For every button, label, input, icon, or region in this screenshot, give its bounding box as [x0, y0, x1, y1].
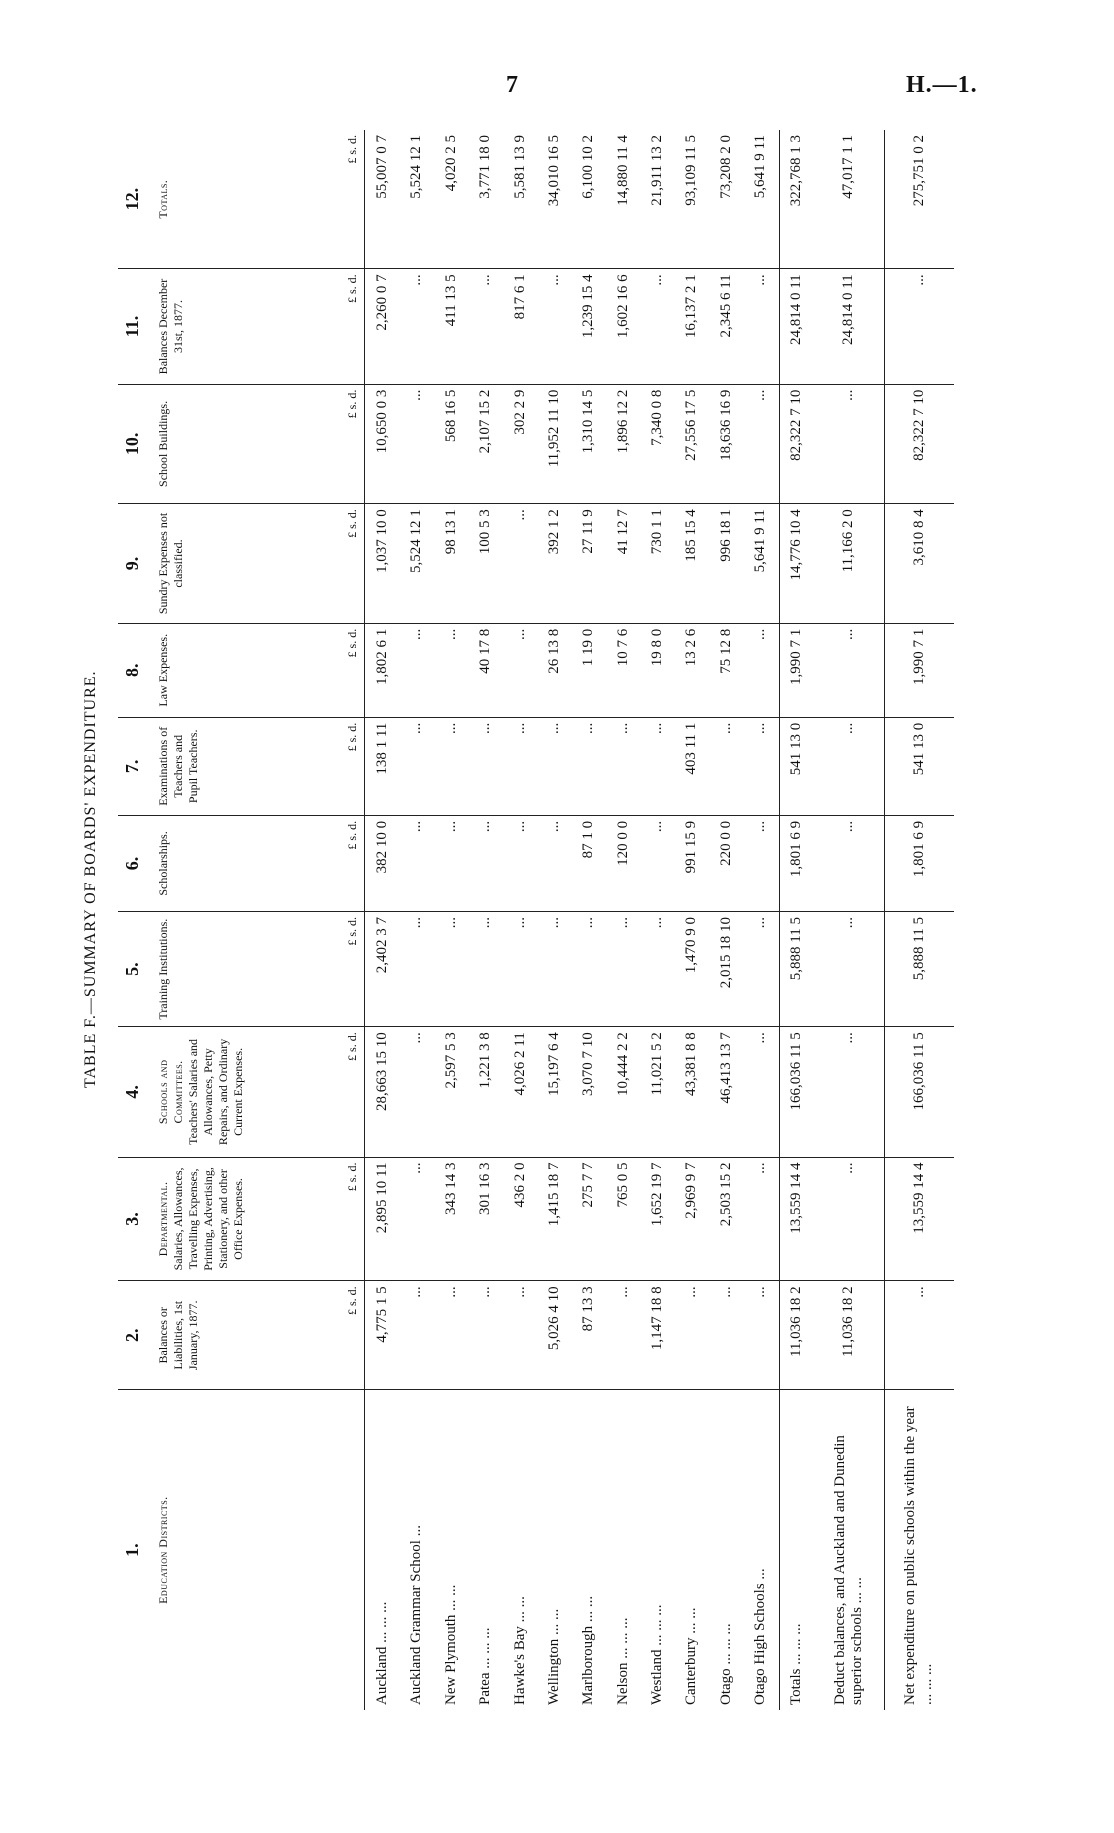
- amount-cell: 1,802 6 1: [365, 623, 400, 717]
- amount-cell: ...: [434, 623, 468, 717]
- amount-cell: 343 14 3: [434, 1157, 468, 1281]
- amount-cell: 991 15 9: [675, 815, 709, 911]
- amount-cell: ...: [744, 1281, 779, 1390]
- amount-cell: ...: [469, 717, 503, 815]
- units-cell: £ s. d.: [346, 269, 365, 384]
- amount-cell: 2,345 6 11: [709, 269, 743, 384]
- amount-cell: 1,602 16 6: [606, 269, 640, 384]
- amount-cell: 1,415 18 7: [537, 1157, 571, 1281]
- amount-cell: 5,524 12 1: [400, 504, 434, 624]
- table-row: [365, 130, 400, 1710]
- district-cell: Net expenditure on public schools within the year ... ... ...: [884, 1390, 954, 1710]
- amount-cell: ...: [572, 717, 606, 815]
- amount-cell: ...: [744, 1157, 779, 1281]
- col-number: 6.: [118, 815, 156, 911]
- amount-cell: 166,036 11 5: [884, 1027, 954, 1157]
- amount-cell: 3,771 18 0: [469, 130, 503, 269]
- amount-cell: 411 13 5: [434, 269, 468, 384]
- units-cell: £ s. d.: [346, 815, 365, 911]
- amount-cell: 2,402 3 7: [365, 911, 400, 1026]
- amount-cell: 5,581 13 9: [503, 130, 537, 269]
- table-row: [744, 130, 779, 1710]
- amount-cell: 302 2 9: [503, 384, 537, 504]
- column-header-row: [156, 130, 346, 1710]
- amount-cell: 4,026 2 11: [503, 1027, 537, 1157]
- amount-cell: 7,340 0 8: [641, 384, 675, 504]
- amount-cell: 120 0 0: [606, 815, 640, 911]
- amount-cell: ...: [606, 717, 640, 815]
- header-totals-text: Totals.: [156, 179, 170, 219]
- amount-cell: 87 13 3: [572, 1281, 606, 1390]
- amount-cell: 41 12 7: [606, 504, 640, 624]
- amount-cell: 2,260 0 7: [365, 269, 400, 384]
- amount-cell: ...: [641, 911, 675, 1026]
- amount-cell: ...: [434, 717, 468, 815]
- amount-cell: ...: [675, 1281, 709, 1390]
- amount-cell: 817 6 1: [503, 269, 537, 384]
- amount-cell: ...: [744, 815, 779, 911]
- units-cell: £ s. d.: [346, 1281, 365, 1390]
- amount-cell: 5,641 9 11: [744, 504, 779, 624]
- amount-cell: 73,208 2 0: [709, 130, 743, 269]
- header-sundry: Sundry Expenses not classified.: [156, 504, 346, 624]
- col-number: 8.: [118, 623, 156, 717]
- col-number: 2.: [118, 1281, 156, 1390]
- col-number: 4.: [118, 1027, 156, 1157]
- deduct-row: [814, 130, 884, 1710]
- amount-cell: ...: [400, 1027, 434, 1157]
- rotated-table-inner: [118, 130, 954, 1710]
- amount-cell: ...: [606, 911, 640, 1026]
- amount-cell: ...: [814, 717, 884, 815]
- amount-cell: 3,070 7 10: [572, 1027, 606, 1157]
- amount-cell: 87 1 0: [572, 815, 606, 911]
- header-schools-committees: [156, 1027, 346, 1157]
- amount-cell: 11,166 2 0: [814, 504, 884, 624]
- units-cell: £ s. d.: [346, 384, 365, 504]
- header-departmental-title: Departmental.: [156, 1181, 170, 1257]
- district-cell: Auckland Grammar School ...: [408, 1525, 425, 1705]
- amount-cell: 15,197 6 4: [537, 1027, 571, 1157]
- table-row: [434, 130, 468, 1710]
- amount-cell: 568 16 5: [434, 384, 468, 504]
- amount-cell: 382 10 0: [365, 815, 400, 911]
- header-totals: [156, 130, 346, 269]
- amount-cell: 55,007 0 7: [365, 130, 400, 269]
- amount-cell: ...: [641, 717, 675, 815]
- units-cell: £ s. d.: [346, 130, 365, 269]
- amount-cell: 220 0 0: [709, 815, 743, 911]
- amount-cell: 47,017 1 1: [814, 130, 884, 269]
- amount-cell: ...: [744, 717, 779, 815]
- amount-cell: 1,801 6 9: [779, 815, 814, 911]
- amount-cell: 5,888 11 5: [884, 911, 954, 1026]
- district-cell: Patea ... ... ...: [477, 1627, 494, 1705]
- units-cell: [346, 1390, 365, 1710]
- amount-cell: 82,322 7 10: [779, 384, 814, 504]
- amount-cell: ...: [400, 269, 434, 384]
- amount-cell: 1,470 9 0: [675, 911, 709, 1026]
- amount-cell: ...: [400, 1157, 434, 1281]
- district-cell: Deduct balances, and Auckland and Dunedin superior schools ... ...: [831, 1435, 865, 1705]
- amount-cell: ...: [434, 815, 468, 911]
- units-cell: £ s. d.: [346, 911, 365, 1026]
- col-number: 11.: [118, 269, 156, 384]
- amount-cell: ...: [744, 623, 779, 717]
- expenditure-table: [118, 130, 954, 1710]
- district-cell: New Plymouth ... ...: [442, 1584, 459, 1705]
- amount-cell: 4,775 1 5: [365, 1281, 400, 1390]
- amount-cell: ...: [814, 815, 884, 911]
- col-number: 10.: [118, 384, 156, 504]
- amount-cell: ...: [814, 1157, 884, 1281]
- amount-cell: ...: [744, 1027, 779, 1157]
- amount-cell: ...: [537, 815, 571, 911]
- amount-cell: 1,221 3 8: [469, 1027, 503, 1157]
- totals-row: [779, 130, 814, 1710]
- amount-cell: 43,381 8 8: [675, 1027, 709, 1157]
- amount-cell: 166,036 11 5: [779, 1027, 814, 1157]
- amount-cell: ...: [606, 1281, 640, 1390]
- units-cell: £ s. d.: [346, 1027, 365, 1157]
- amount-cell: ...: [503, 815, 537, 911]
- page-number: 7: [506, 72, 518, 98]
- table-row: [537, 130, 571, 1710]
- amount-cell: 16,137 2 1: [675, 269, 709, 384]
- amount-cell: ...: [469, 815, 503, 911]
- amount-cell: 5,888 11 5: [779, 911, 814, 1026]
- amount-cell: 765 0 5: [606, 1157, 640, 1281]
- amount-cell: ...: [537, 911, 571, 1026]
- amount-cell: 275,751 0 2: [884, 130, 954, 269]
- amount-cell: ...: [814, 1027, 884, 1157]
- amount-cell: 11,952 11 10: [537, 384, 571, 504]
- district-cell: Canterbury ... ...: [683, 1607, 700, 1705]
- table-body: [365, 130, 955, 1710]
- amount-cell: 1,801 6 9: [884, 815, 954, 911]
- col-number: 1.: [122, 1543, 142, 1557]
- amount-cell: 82,322 7 10: [884, 384, 954, 504]
- amount-cell: 11,036 18 2: [779, 1281, 814, 1390]
- amount-cell: 75 12 8: [709, 623, 743, 717]
- amount-cell: 2,895 10 11: [365, 1157, 400, 1281]
- amount-cell: ...: [469, 1281, 503, 1390]
- amount-cell: 18,636 16 9: [709, 384, 743, 504]
- district-cell: Nelson ... ... ...: [614, 1617, 631, 1705]
- amount-cell: ...: [400, 717, 434, 815]
- amount-cell: 301 16 3: [469, 1157, 503, 1281]
- amount-cell: 10,444 2 2: [606, 1027, 640, 1157]
- amount-cell: ...: [503, 1281, 537, 1390]
- amount-cell: 19 8 0: [641, 623, 675, 717]
- col-number: 12.: [118, 130, 156, 269]
- table-row: [400, 130, 434, 1710]
- amount-cell: 46,413 13 7: [709, 1027, 743, 1157]
- header-districts: [156, 1390, 346, 1710]
- district-cell: Otago High Schools ...: [752, 1568, 769, 1705]
- amount-cell: 10 7 6: [606, 623, 640, 717]
- amount-cell: 6,100 10 2: [572, 130, 606, 269]
- amount-cell: 996 18 1: [709, 504, 743, 624]
- col-number: 5.: [118, 911, 156, 1026]
- amount-cell: ...: [814, 384, 884, 504]
- amount-cell: ...: [400, 815, 434, 911]
- amount-cell: 1,896 12 2: [606, 384, 640, 504]
- units-cell: £ s. d.: [346, 504, 365, 624]
- header-departmental: [156, 1157, 346, 1281]
- header-examinations: Examinations of Teachers and Pupil Teachers.: [156, 717, 346, 815]
- amount-cell: ...: [641, 815, 675, 911]
- amount-cell: ...: [744, 269, 779, 384]
- amount-cell: 14,880 11 4: [606, 130, 640, 269]
- amount-cell: ...: [503, 504, 537, 624]
- col-number: 7.: [118, 717, 156, 815]
- header-balances-dec: Balances December 31st, 1877.: [156, 269, 346, 384]
- amount-cell: 93,109 11 5: [675, 130, 709, 269]
- table-row: [709, 130, 743, 1710]
- amount-cell: 2,503 15 2: [709, 1157, 743, 1281]
- amount-cell: 13,559 14 4: [779, 1157, 814, 1281]
- page-reference: H.—1.: [906, 72, 978, 98]
- amount-cell: ...: [744, 911, 779, 1026]
- column-number-row: [118, 130, 156, 1710]
- units-cell: £ s. d.: [346, 623, 365, 717]
- amount-cell: ...: [400, 384, 434, 504]
- amount-cell: 13 2 6: [675, 623, 709, 717]
- amount-cell: 138 1 11: [365, 717, 400, 815]
- amount-cell: 24,814 0 11: [814, 269, 884, 384]
- amount-cell: 26 13 8: [537, 623, 571, 717]
- units-cell: £ s. d.: [346, 1157, 365, 1281]
- amount-cell: ...: [400, 1281, 434, 1390]
- amount-cell: 14,776 10 4: [779, 504, 814, 624]
- units-cell: £ s. d.: [346, 717, 365, 815]
- amount-cell: ...: [503, 717, 537, 815]
- amount-cell: 11,021 5 2: [641, 1027, 675, 1157]
- district-cell: Wellington ... ...: [545, 1608, 562, 1705]
- col-number: 3.: [118, 1157, 156, 1281]
- amount-cell: ...: [709, 717, 743, 815]
- amount-cell: 34,010 16 5: [537, 130, 571, 269]
- table-row: [606, 130, 640, 1710]
- table-row: [503, 130, 537, 1710]
- amount-cell: ...: [469, 269, 503, 384]
- header-law: Law Expenses.: [156, 623, 346, 717]
- amount-cell: 21,911 13 2: [641, 130, 675, 269]
- units-row: [346, 130, 365, 1710]
- amount-cell: 275 7 7: [572, 1157, 606, 1281]
- amount-cell: ...: [537, 717, 571, 815]
- amount-cell: 2,597 5 3: [434, 1027, 468, 1157]
- table-row: [469, 130, 503, 1710]
- header-schools-sub: Teachers' Salaries and Allowances, Petty Repairs, and Ordinary Current Expenses.: [186, 1038, 245, 1146]
- table-row: [675, 130, 709, 1710]
- amount-cell: 2,107 15 2: [469, 384, 503, 504]
- amount-cell: 5,026 4 10: [537, 1281, 571, 1390]
- amount-cell: ...: [709, 1281, 743, 1390]
- district-cell: Westland ... ... ...: [649, 1604, 666, 1705]
- amount-cell: 1,990 7 1: [884, 623, 954, 717]
- amount-cell: 10,650 0 3: [365, 384, 400, 504]
- header-departmental-sub: Salaries, Allowances, Travelling Expenses, Printing, Advertising, Stationery, and other Office Expenses.: [171, 1167, 245, 1271]
- table-title: TABLE F.—SUMMARY OF BOARDS' EXPENDITURE.: [82, 670, 99, 1088]
- amount-cell: 185 15 4: [675, 504, 709, 624]
- amount-cell: 436 2 0: [503, 1157, 537, 1281]
- amount-cell: ...: [884, 1281, 954, 1390]
- amount-cell: ...: [744, 384, 779, 504]
- district-cell: Otago ... ... ...: [717, 1623, 734, 1705]
- amount-cell: 5,524 12 1: [400, 130, 434, 269]
- amount-cell: 2,015 18 10: [709, 911, 743, 1026]
- amount-cell: 98 13 1: [434, 504, 468, 624]
- header-buildings: School Buildings.: [156, 384, 346, 504]
- header-schools-title: Schools and Committees.: [156, 1059, 185, 1125]
- col-number: 9.: [118, 504, 156, 624]
- amount-cell: 5,641 9 11: [744, 130, 779, 269]
- table-row: [641, 130, 675, 1710]
- amount-cell: ...: [884, 269, 954, 384]
- amount-cell: 1,652 19 7: [641, 1157, 675, 1281]
- amount-cell: 1,310 14 5: [572, 384, 606, 504]
- amount-cell: 24,814 0 11: [779, 269, 814, 384]
- amount-cell: 322,768 1 3: [779, 130, 814, 269]
- amount-cell: ...: [400, 911, 434, 1026]
- district-cell: Auckland ... ... ...: [373, 1601, 390, 1705]
- amount-cell: 13,559 14 4: [884, 1157, 954, 1281]
- header-training: Training Institutions.: [156, 911, 346, 1026]
- district-cell: Totals ... ... ...: [779, 1390, 814, 1710]
- amount-cell: 392 1 2: [537, 504, 571, 624]
- amount-cell: 1,990 7 1: [779, 623, 814, 717]
- amount-cell: 730 1 1: [641, 504, 675, 624]
- district-cell: Marlborough ... ...: [580, 1595, 597, 1705]
- amount-cell: 3,610 8 4: [884, 504, 954, 624]
- amount-cell: 541 13 0: [779, 717, 814, 815]
- amount-cell: 28,663 15 10: [365, 1027, 400, 1157]
- amount-cell: 2,969 9 7: [675, 1157, 709, 1281]
- amount-cell: 11,036 18 2: [814, 1281, 884, 1390]
- amount-cell: ...: [434, 911, 468, 1026]
- amount-cell: 27,556 17 5: [675, 384, 709, 504]
- amount-cell: 1 19 0: [572, 623, 606, 717]
- amount-cell: ...: [814, 911, 884, 1026]
- header-scholarships: Scholarships.: [156, 815, 346, 911]
- amount-cell: ...: [469, 911, 503, 1026]
- amount-cell: ...: [641, 269, 675, 384]
- amount-cell: 1,037 10 0: [365, 504, 400, 624]
- district-cell: Hawke's Bay ... ...: [511, 1596, 528, 1705]
- amount-cell: ...: [434, 1281, 468, 1390]
- table-row: [572, 130, 606, 1710]
- amount-cell: 1,239 15 4: [572, 269, 606, 384]
- amount-cell: ...: [503, 911, 537, 1026]
- header-balances-jan: Balances or Liabilities, 1st January, 1877.: [156, 1281, 346, 1390]
- amount-cell: 541 13 0: [884, 717, 954, 815]
- amount-cell: 1,147 18 8: [641, 1281, 675, 1390]
- amount-cell: ...: [572, 911, 606, 1026]
- net-expenditure-row: [884, 130, 954, 1710]
- amount-cell: 403 11 1: [675, 717, 709, 815]
- amount-cell: 100 5 3: [469, 504, 503, 624]
- header-districts-text: Education Districts.: [156, 1496, 170, 1604]
- amount-cell: ...: [400, 623, 434, 717]
- amount-cell: 27 11 9: [572, 504, 606, 624]
- amount-cell: ...: [814, 623, 884, 717]
- amount-cell: ...: [503, 623, 537, 717]
- amount-cell: 4,020 2 5: [434, 130, 468, 269]
- rotated-table-stage: [118, 130, 954, 1710]
- amount-cell: ...: [537, 269, 571, 384]
- amount-cell: 40 17 8: [469, 623, 503, 717]
